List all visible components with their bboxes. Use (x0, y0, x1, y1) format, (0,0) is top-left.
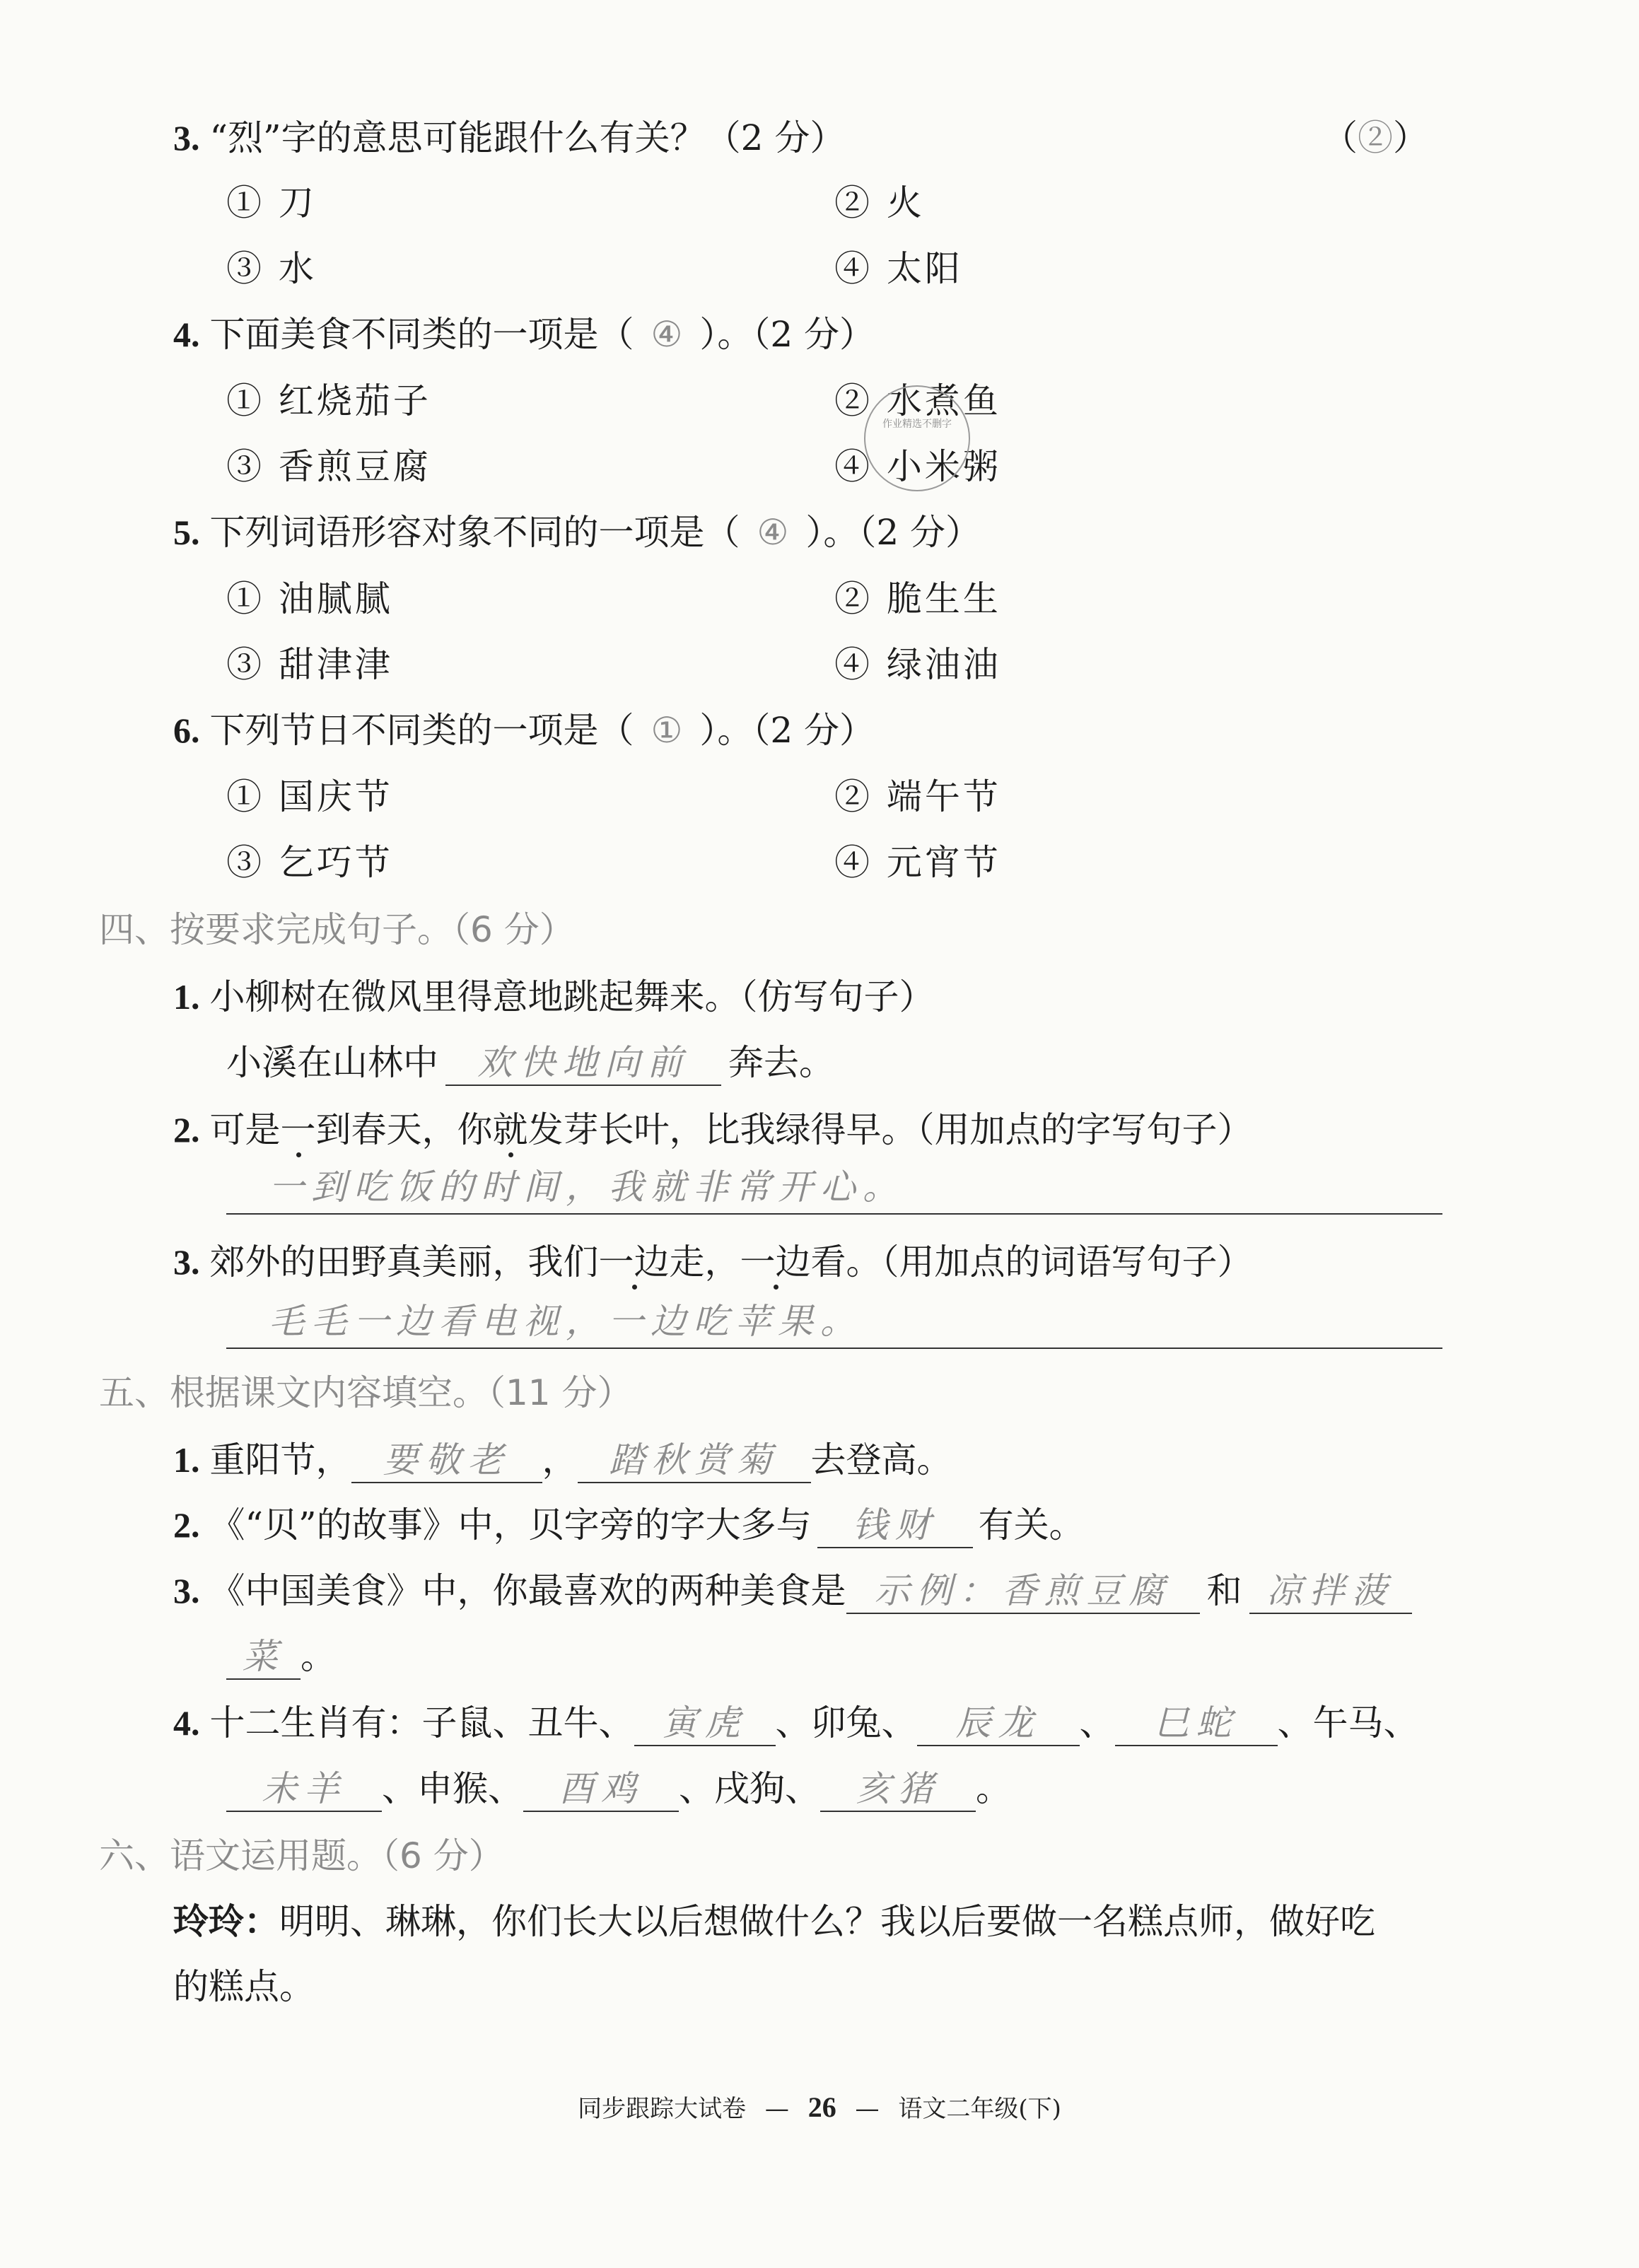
q4-option-4: ④ 小米粥 (834, 446, 1001, 487)
sec5-item2: 2. 《“贝”的故事》中，贝字旁的字大多与 钱财 有关。 (173, 1500, 1085, 1550)
q4-answer: ④ (651, 314, 683, 355)
sec4-item2-answer: 一到吃饭的时间，我就非常开心。 (269, 1167, 905, 1208)
sec6-dialogue-line-1: 玲玲：明明、琳琳，你们长大以后想做什么？我以后要做一名糕点师，做好吃 (173, 1900, 1375, 1942)
sec5-item3: 3. 《中国美食》中，你最喜欢的两种美食是 示例：香煎豆腐 和 凉拌菠 (173, 1566, 1412, 1615)
sec4-item1-answer-line: 小溪在山林中 欢快地向前 奔去。 (226, 1038, 834, 1087)
sec4-item3-answer-line (226, 1301, 1442, 1349)
q5-option-3: ③ 甜津津 (226, 644, 393, 685)
sec4-item3-prompt: 3. 郊外的田野真美丽，我们一边走，一边看。（用加点的词语写句子） (173, 1241, 1253, 1282)
q5-stem: 5. 下列词语形容对象不同的一项是（ ④ ）。（2 分） (173, 512, 981, 553)
q3-stem (173, 113, 845, 163)
emphasis-dot-char: 一 (280, 1109, 316, 1150)
q3-option-1: ① 刀 (226, 182, 317, 223)
q3-option-2: ② 火 (834, 182, 925, 223)
section-4-title: 四、按要求完成句子。（6 分） (99, 909, 575, 950)
sec4-item2-prompt: 2. 可是一到春天，你就发芽长叶，比我绿得早。（用加点的字写句子） (173, 1109, 1253, 1150)
emphasis-dot-word: 一边 (598, 1241, 670, 1282)
q3-option-3: ③ 水 (226, 248, 317, 289)
q6-option-4: ④ 元宵节 (834, 842, 1001, 883)
q4-option-3: ③ 香煎豆腐 (226, 446, 431, 487)
q3-option-4: ④ 太阳 (834, 248, 963, 289)
sec4-item2-answer-line (226, 1167, 1442, 1215)
sec5-item1-answer-2: 踏秋赏菊 (609, 1439, 779, 1480)
q6-option-3: ③ 乞巧节 (226, 842, 393, 883)
q4-stem: 4. 下面美食不同类的一项是（ ④ ）。（2 分） (173, 314, 875, 355)
page-number: 26 (807, 2091, 836, 2123)
sec4-item1-answer: 欢快地向前 (477, 1042, 689, 1083)
sec5-item4-answer-2: 辰龙 (955, 1702, 1041, 1743)
sec5-item4-answer-6: 亥猪 (856, 1768, 940, 1809)
q5-option-2: ② 脆生生 (834, 578, 1001, 619)
sec5-item4: 4. 十二生肖有：子鼠、丑牛、 寅虎 、卯兔、 辰龙 、 巳蛇 、午马、 (173, 1698, 1419, 1748)
q6-option-2: ② 端午节 (834, 776, 1001, 817)
q4-option-1: ① 红烧茄子 (226, 380, 431, 421)
section-6-title: 六、语文运用题。（6 分） (99, 1835, 504, 1876)
q6-answer: ① (651, 710, 683, 751)
sec5-item4-answer-3: 巳蛇 (1153, 1702, 1239, 1743)
emphasis-dot-word: 一边 (740, 1241, 811, 1282)
sec5-item4-answer-1: 寅虎 (662, 1702, 747, 1743)
sec5-item1-answer-1: 要敬老 (383, 1439, 511, 1480)
q3-answer-box: （②） (1322, 117, 1428, 158)
sec5-item2-answer: 钱财 (852, 1504, 938, 1545)
q3-number: 3. (173, 118, 200, 158)
q3-answer: ② (1358, 117, 1393, 158)
q3-text: “烈”字的意思可能跟什么有关？（2 分） (209, 117, 846, 158)
sec5-item3-answer-2a: 凉拌菠 (1266, 1570, 1394, 1611)
q6-option-1: ① 国庆节 (226, 776, 393, 817)
q6-stem: 6. 下列节日不同类的一项是（ ① ）。（2 分） (173, 710, 875, 751)
sec5-item1: 1. 重阳节， 要敬老 ， 踏秋赏菊 去登高。 (173, 1435, 952, 1485)
page-footer: 同步跟踪大试卷 — 26 — 语文二年级(下) (578, 2091, 1061, 2123)
section-5-title: 五、根据课文内容填空。（11 分） (99, 1372, 633, 1413)
sec5-item3-answer-1: 示例：香煎豆腐 (874, 1570, 1172, 1611)
q5-option-4: ④ 绿油油 (834, 644, 1001, 685)
q4-option-2: ② 水煮鱼 (834, 380, 1001, 421)
sec4-item3-answer: 毛毛一边看电视，一边吃苹果。 (269, 1301, 863, 1342)
sec5-item4-cont: 未羊 、申猴、 酉鸡 、戌狗、 亥猪 。 (226, 1764, 1011, 1813)
sec6-speaker: 玲玲： (173, 1900, 279, 1942)
sec5-item4-answer-4: 未羊 (262, 1768, 346, 1809)
sec6-dialogue-line-2: 的糕点。 (173, 1966, 315, 2007)
stamp-seal: 作业精选不删字 (864, 385, 970, 491)
sec5-item3-answer-2b: 菜 (242, 1636, 285, 1677)
sec5-item3-cont: 菜 。 (226, 1632, 336, 1681)
q5-option-1: ① 油腻腻 (226, 578, 393, 619)
emphasis-dot-char: 就 (492, 1109, 528, 1150)
sec4-item1-prompt: 1. 小柳树在微风里得意地跳起舞来。（仿写句子） (173, 976, 935, 1017)
q5-answer: ④ (757, 512, 789, 553)
sec5-item4-answer-5: 酉鸡 (559, 1768, 643, 1809)
